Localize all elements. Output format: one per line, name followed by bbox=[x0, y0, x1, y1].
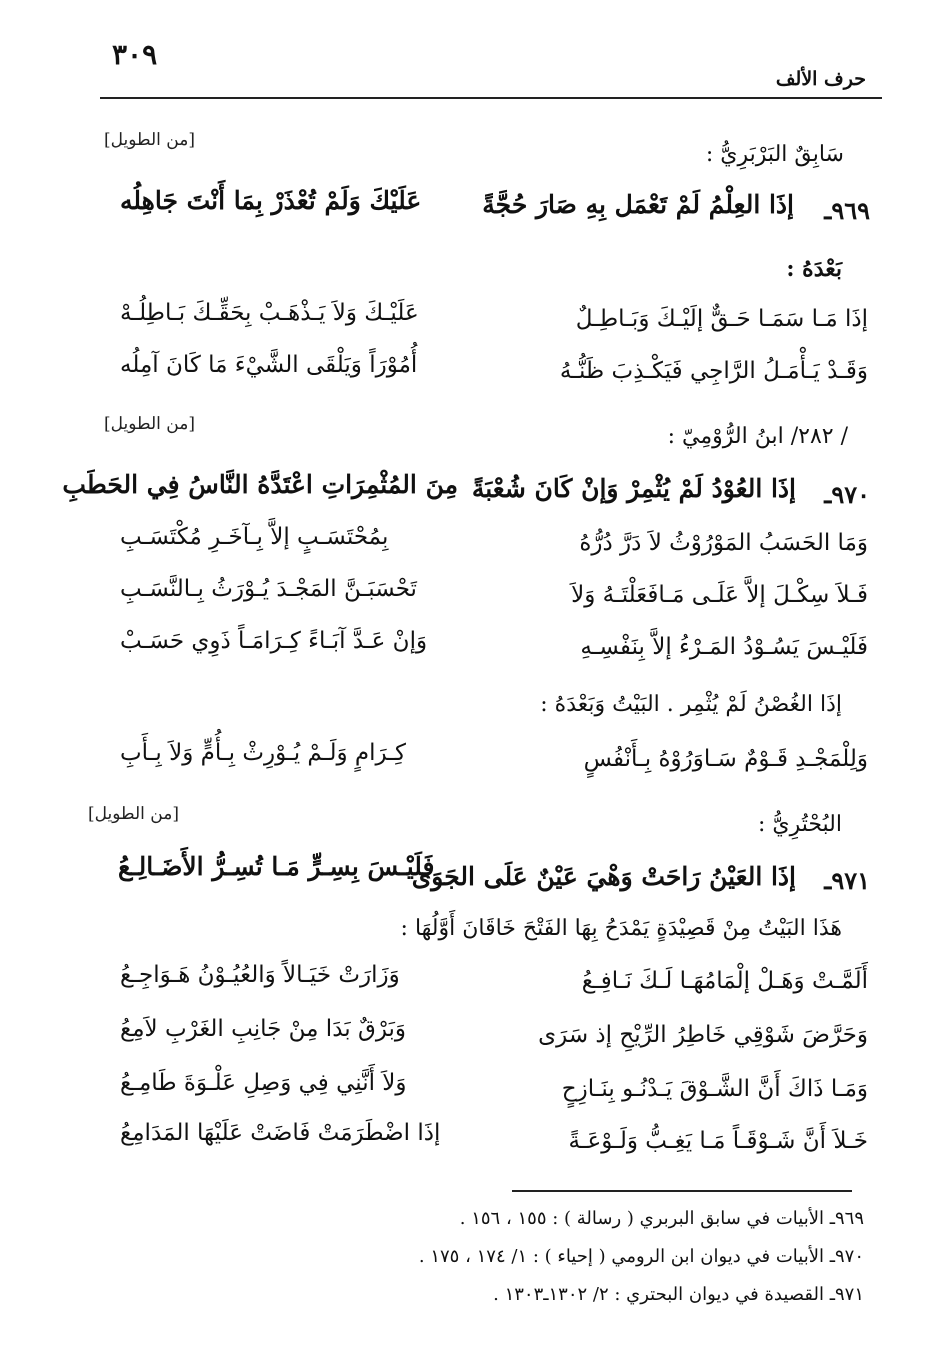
verse-second-hemistich: وَزَارَتْ خَيَـالاً وَالعُيُـوْنُ هَـوَاجِـعُ bbox=[120, 962, 400, 988]
verse-second-hemistich: وَبَرْقٌ بَدَا مِنْ جَانِبِ الغَرْبِ لاَمِعُ bbox=[120, 1016, 407, 1042]
poet-name: البُحْتُرِيُّ : bbox=[757, 812, 842, 837]
verse-first-hemistich: خَـلاَ أَنَّ شَـوْقَـاً مَـا يَغِـبُّ وَلَـوْعَـةً bbox=[568, 1128, 868, 1154]
verse-second-hemistich: كِـرَامٍ وَلَـمْ يُـوْرِثْ بِـأُمٍّ وَلاَ بِـأَبِ bbox=[120, 740, 406, 766]
verse-second-hemistich: أُمُوْرَاً وَيَلْقَى الشَّيْءَ مَا كَانَ آمِلُه bbox=[120, 352, 418, 378]
verse-second-hemistich: تَحْسَبَـنَّ المَجْـدَ يُـوْرَثُ بِـالنَّسَـبِ bbox=[120, 576, 417, 602]
footnote: ٩٧١ـ القصيدة في ديوان البحتري : ٢/ ١٣٠٢ـ١٣٠٣ . bbox=[493, 1284, 864, 1305]
main-verse-second-hemistich: فَلَيْـسَ بِسِـرٍّ مَـا تُسِـرُّ الأَضَـالِـعُ bbox=[118, 852, 435, 881]
verse-first-hemistich: وَقَـدْ يَـأْمَـلُ الرَّاجِي فَيَكْـذِبَ ظَنُّـهُ bbox=[559, 358, 868, 384]
verse-second-hemistich: وَإنْ عَـدَّ آبَـاءً كِـرَامَـاً ذَوِي حَسَـبْ bbox=[120, 628, 428, 654]
header-rule bbox=[100, 97, 882, 99]
poet-name: / ٢٨٢/ ابنُ الرُّوْمِيّ : bbox=[667, 424, 848, 449]
main-verse-second-hemistich: مِنَ المُثْمِرَاتِ اعْتَدَّهُ النَّاسُ فِي الحَطَبِ bbox=[62, 470, 458, 499]
page-number: ٣٠٩ bbox=[112, 38, 158, 71]
meter-label: [من الطويل] bbox=[104, 130, 195, 150]
poet-name: سَابِقٌ البَرْبَرِيُّ : bbox=[705, 142, 844, 167]
verse-first-hemistich: وَمَا الحَسَبُ المَوْرُوْثُ لاَ دَرَّ دُرُّهُ bbox=[579, 530, 868, 556]
verse-first-hemistich: فَلَيْـسَ يَسُـوْدُ المَـرْءُ إلاَّ بِنَفْسِـهِ bbox=[580, 634, 868, 660]
note-text: هَذَا البَيْتُ مِنْ قَصِيْدَةٍ يَمْدَحُ بِهَا الفَتْحَ خَاقَانَ أَوَّلُهَا : bbox=[400, 916, 842, 941]
meter-label: [من الطويل] bbox=[88, 804, 179, 824]
note-text: إذَا الغُصْنُ لَمْ يُثْمِر . البَيْتُ وَبَعْدَهُ : bbox=[540, 692, 842, 717]
verse-first-hemistich: وَحَرَّضَ شَوْقِي خَاطِرُ الرِّيْحِ إذ سَرَى bbox=[538, 1022, 868, 1048]
verse-second-hemistich: إذَا اضْطَرَمَتْ فَاضَتْ عَلَيْهَا المَدَامِعُ bbox=[120, 1120, 441, 1146]
verse-number: ٩٦٩ـ bbox=[824, 196, 870, 225]
verse-first-hemistich: أَلَمَّـتْ وَهَـلْ إلْمَامُهَـا لَـكَ نَـافِـعُ bbox=[581, 968, 868, 994]
main-verse-second-hemistich: عَلَيْكَ وَلَمْ تُعْذَرْ بِمَا أَنْتَ جَاهِلُه bbox=[120, 186, 422, 215]
verse-first-hemistich: إذَا مَـا سَمَـا حَـقٌّ إلَيْـكَ وَبَـاطِـلٌ bbox=[575, 306, 868, 332]
verse-second-hemistich: وَلاَ أَنَّنِي فِي وَصِلِ عَلْـوَةَ طَامِـعُ bbox=[120, 1070, 407, 1096]
footnote: ٩٦٩ـ الأبيات في سابق البربري ( رسالة ) : ١٥٥ ، ١٥٦ . bbox=[459, 1208, 864, 1229]
verse-first-hemistich: وَلِلْمَجْـدِ قَـوْمٌ سَـاوَرُوْهُ بِـأَنْفُسٍ bbox=[583, 746, 868, 772]
main-verse-first-hemistich: إذَا العَيْنُ رَاحَتْ وَهْيَ عَيْنٌ عَلَى الجَوَى bbox=[411, 862, 796, 891]
footnote-rule bbox=[512, 1190, 852, 1192]
footnote: ٩٧٠ـ الأبيات في ديوان ابن الرومي ( إحياء ) : ١/ ١٧٤ ، ١٧٥ . bbox=[418, 1246, 864, 1267]
verse-second-hemistich: عَلَيْـكَ وَلاَ يَـذْهَـبْ بِحَقِّـكَ بَـاطِلُـهْ bbox=[120, 300, 419, 326]
main-verse-first-hemistich: إذَا العُوْدُ لَمْ يُثْمِرْ وَإنْ كَانَ شُعْبَةً bbox=[471, 474, 796, 503]
verse-number: ٩٧١ـ bbox=[824, 866, 870, 895]
meter-label: [من الطويل] bbox=[104, 414, 195, 434]
verse-first-hemistich: وَمَـا ذَاكَ أَنَّ الشَّـوْقَ يَـدْنُـو بِنَـازِحٍ bbox=[561, 1076, 868, 1102]
note-text: بَعْدَهُ : bbox=[786, 256, 842, 282]
verse-number: ٩٧٠ـ bbox=[824, 480, 870, 509]
main-verse-first-hemistich: إذَا العِلْمُ لَمْ تَعْمَل بِهِ صَارَ حُجَّةً bbox=[482, 190, 794, 219]
running-head: حرف الألف bbox=[775, 68, 866, 90]
verse-first-hemistich: فَـلاَ سِكْـلَ إلاَّ عَلَـى مَـافَعَلْتَـهُ وَلاَ bbox=[571, 582, 868, 608]
verse-second-hemistich: بِمُحْتَسَـبٍ إلاَّ بِـآخَـرِ مُكْتَسَـبِ bbox=[120, 524, 389, 550]
